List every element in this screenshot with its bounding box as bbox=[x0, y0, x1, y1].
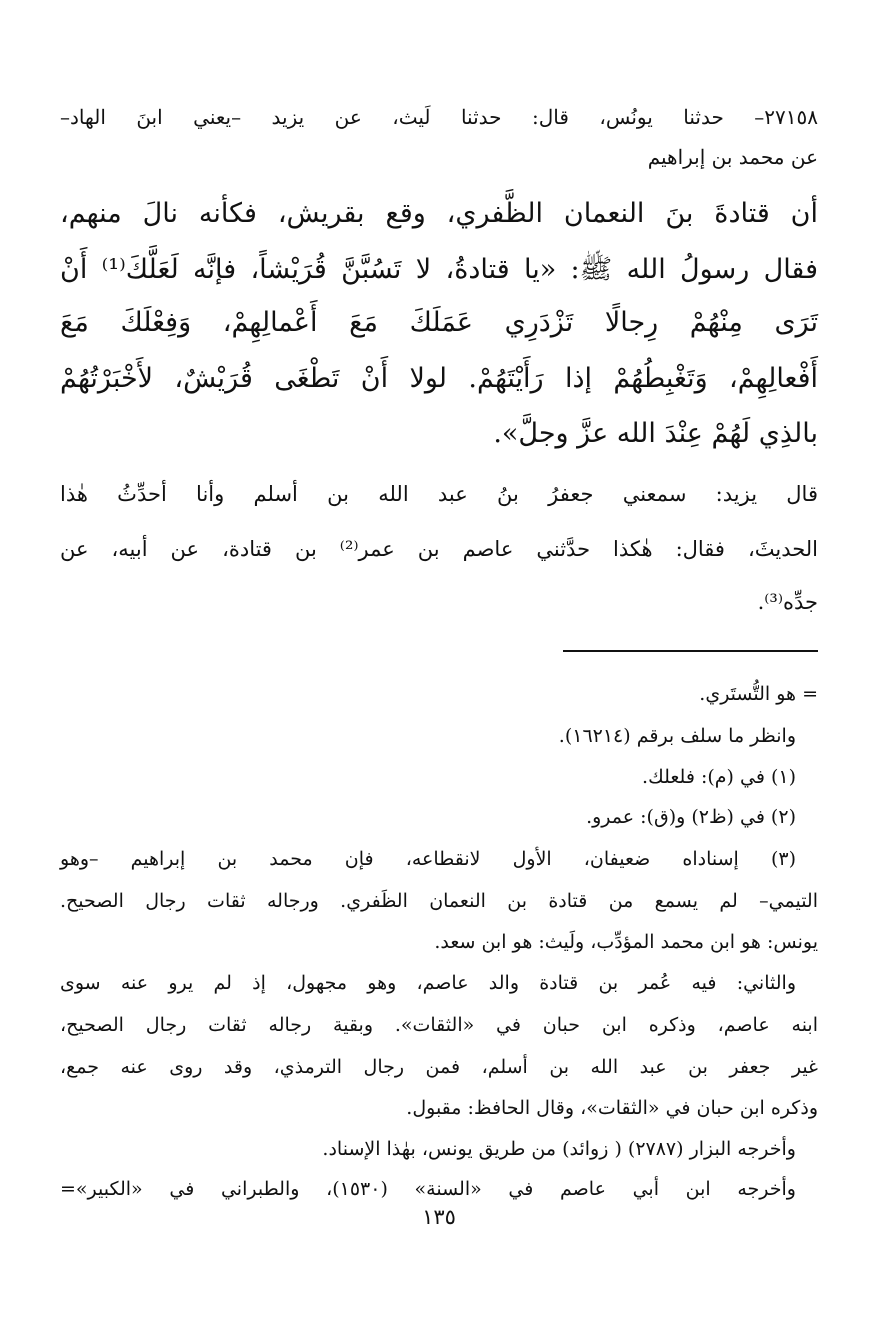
page-number: ١٣٥ bbox=[422, 1205, 456, 1229]
hadith-matn-line-4: أَفْعالِهِمْ، وَتَغْبِطُهُمْ إذا رَأَيْتَهُمْ. لولا أَنْ تَطْغَى قُرَيْشٌ، لأَخْبَرْتُهُمْ bbox=[60, 363, 818, 394]
footnote-line-4: (٢) في (ظ٢) و(ق): عمرو. bbox=[586, 806, 796, 828]
hadith-isnad-line-2: عن محمد بن إبراهيم bbox=[647, 145, 818, 169]
footnote-line-10: غير جعفر بن عبد الله بن أسلم، فمن رجال الترمذي، وقد روى عنه جمع، bbox=[60, 1056, 818, 1078]
footnote-line-9: ابنه عاصم، وذكره ابن حبان في «الثقات». وبقية رجاله ثقات رجال الصحيح، bbox=[60, 1014, 818, 1036]
book-page bbox=[60, 0, 818, 1332]
hadith-comment-line-3: جدِّه⁽³⁾. bbox=[757, 590, 818, 614]
footnote-separator bbox=[563, 650, 818, 652]
footnote-line-2: وانظر ما سلف برقم (١٦٢١٤). bbox=[558, 725, 796, 747]
hadith-comment-line-2: الحديثَ، فقال: هٰكذا حدَّثني عاصم بن عمر⁽²⁾ بن قتادة، عن أبيه، عن bbox=[60, 537, 819, 561]
hadith-matn-line-2: فقال رسولُ الله ﷺ: «يا قتادةُ، لا تَسُبَّنَّ قُرَيْشاً، فإنَّه لَعَلَّكَ⁽¹⁾ أَنْ bbox=[60, 254, 818, 285]
footnote-line-11: وذكره ابن حبان في «الثقات»، وقال الحافظ: مقبول. bbox=[406, 1097, 818, 1119]
footnote-line-3: (١) في (م): فلعلك. bbox=[642, 766, 796, 788]
hadith-isnad-line-1: ٢٧١٥٨– حدثنا يونُس، قال: حدثنا لَيث، عن يزيد –يعني ابنَ الهاد– bbox=[60, 105, 818, 129]
footnote-line-7: يونس: هو ابن محمد المؤدِّب، ولَيث: هو ابن سعد. bbox=[434, 931, 818, 953]
footnote-line-5: (٣) إسناداه ضعيفان، الأول لانقطاعه، فإن محمد بن إبراهيم –وهو bbox=[60, 848, 796, 870]
hadith-matn-line-1: أن قتادةَ بنَ النعمان الظَّفري، وقع بقريش، فكأنه نالَ منهم، bbox=[60, 198, 818, 229]
footnote-line-13: وأخرجه ابن أبي عاصم في «السنة» (١٥٣٠)، والطبراني في «الكبير»= bbox=[60, 1178, 796, 1200]
hadith-comment-line-1: قال يزيد: سمعني جعفرُ بنُ عبد الله بن أسلم وأنا أحدِّثُ هٰذا bbox=[60, 482, 818, 506]
footnote-line-8: والثاني: فيه عُمر بن قتادة والد عاصم، وهو مجهول، إذ لم يرو عنه سوى bbox=[60, 972, 796, 994]
footnote-line-1: = هو التُّستَري. bbox=[699, 683, 818, 705]
hadith-matn-line-5: بالذِي لَهُمْ عِنْدَ الله عزَّ وجلَّ». bbox=[493, 418, 818, 449]
hadith-matn-line-3: تَرَى مِنْهُمْ رِجالًا تَزْدَرِي عَمَلَكَ مَعَ أَعْمالِهِمْ، وَفِعْلَكَ مَعَ bbox=[60, 307, 818, 338]
footnote-line-12: وأخرجه البزار (٢٧٨٧) ( زوائد) من طريق يونس، بهٰذا الإسناد. bbox=[322, 1138, 796, 1160]
footnote-line-6: التيمي– لم يسمع من قتادة بن النعمان الظَفري. ورجاله ثقات رجال الصحيح. bbox=[60, 890, 818, 912]
